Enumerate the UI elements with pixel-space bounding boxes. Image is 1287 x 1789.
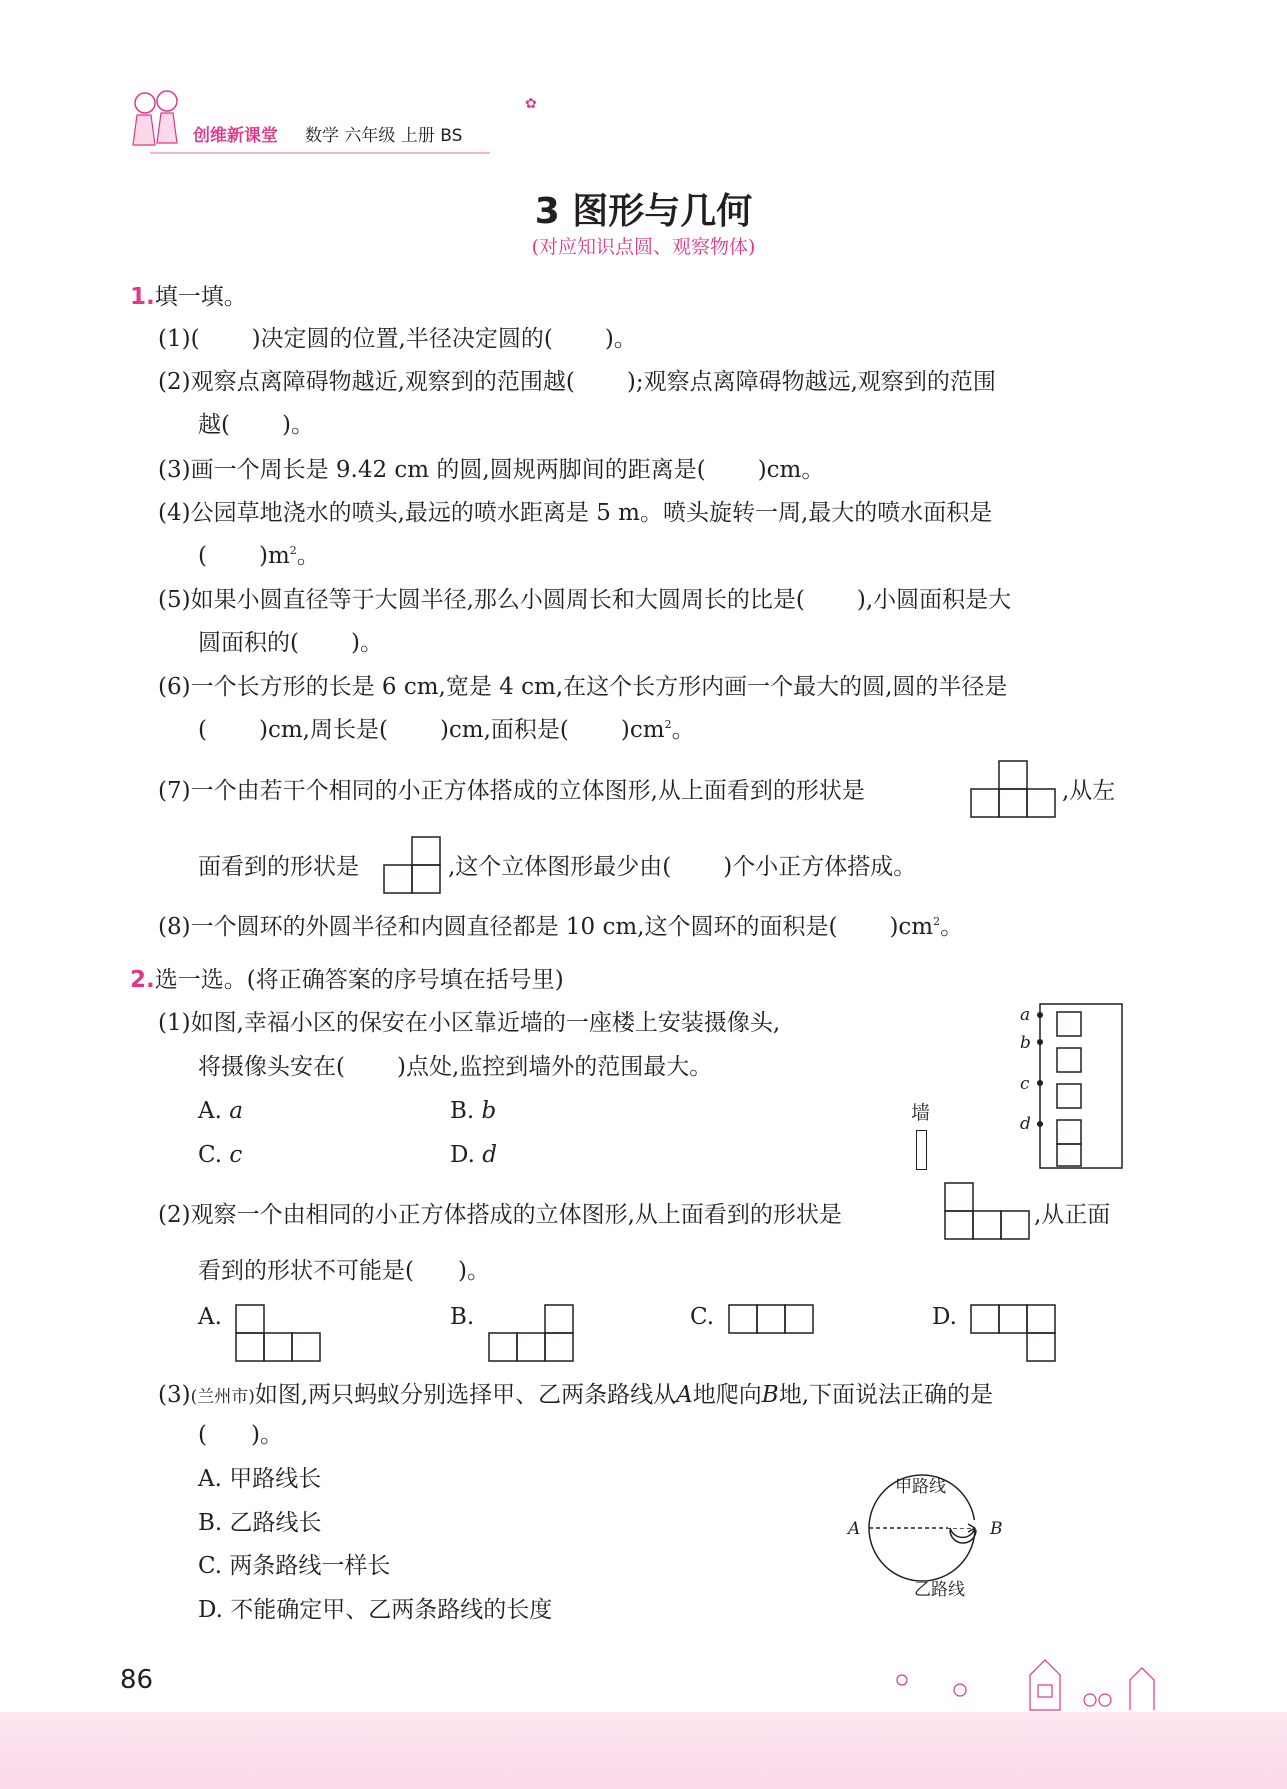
q2-3-option-d[interactable]: D. 不能确定甲、乙两条路线的长度 [198, 1597, 553, 1623]
q2-3-line2 [198, 1420, 283, 1450]
q2-3-option-a[interactable]: A. 甲路线长 [198, 1466, 322, 1492]
q1-7-line1a: (7)一个由若干个相同的小正方体搭成的立体图形,从上面看到的形状是 [158, 778, 865, 804]
q1-7-line1b: ,从左 [1062, 778, 1116, 804]
q1-2-part-b: );观察点离障碍物越远,观察到的范围 [626, 369, 996, 395]
q2-3-part-b: 地爬向 [692, 1382, 762, 1408]
q2-2-part-a: 看到的形状不可能是( [198, 1258, 414, 1284]
q1-8-sup: 2 [933, 915, 941, 928]
q1-3-part-a: (3)画一个周长是 9.42 cm 的圆,圆规两脚间的距离是( [158, 457, 706, 483]
route-1-label: 甲路线 [895, 1477, 946, 1497]
q2-3-part-c: 地,下面说法正确的是 [778, 1382, 994, 1408]
q2-3-line1 [158, 1380, 993, 1412]
q1-3-part-b: )cm。 [757, 457, 825, 483]
q2-1-option-b[interactable]: B. b [450, 1098, 497, 1124]
q1-3 [158, 455, 824, 485]
q1-2-line1 [158, 367, 996, 397]
q1-5-part-c: 圆面积的( [198, 630, 299, 656]
q1-1-part-b: )决定圆的位置,半径决定圆的( [251, 326, 553, 352]
q2-2-option-d-figure[interactable] [970, 1304, 1060, 1364]
q2-3-source: (兰州市) [190, 1387, 255, 1407]
q2-1-part-a: 将摄像头安在( [198, 1054, 345, 1080]
kids-logo-icon [125, 85, 185, 155]
q1-6-part-d: )cm [620, 717, 665, 743]
point-a-label: a [1020, 1005, 1031, 1025]
q1-7-part-b: ,这个立体图形最少由( [448, 854, 672, 880]
q1-4-part-c: 。 [296, 543, 320, 569]
q1-6-part-e: 。 [671, 717, 695, 743]
q2-3-part-e: )。 [250, 1422, 283, 1448]
section-1-number: 1. [130, 284, 155, 310]
q1-1 [158, 324, 637, 354]
q2-2-line1a: (2)观察一个由相同的小正方体搭成的立体图形,从上面看到的形状是 [158, 1202, 842, 1228]
q2-3-option-c[interactable]: C. 两条路线一样长 [198, 1553, 391, 1579]
q1-1-part-c: )。 [604, 326, 637, 352]
q2-1-building-figure [1010, 998, 1150, 1173]
section-1-title: 填一填。 [154, 284, 247, 310]
q1-5-part-d: )。 [350, 630, 383, 656]
header-illustration [125, 85, 185, 155]
q1-6-line1: (6)一个长方形的长是 6 cm,宽是 4 cm,在这个长方形内画一个最大的圆,圆的半径是 [158, 674, 1008, 700]
q1-5-part-a: (5)如果小圆直径等于大圆半径,那么小圆周长和大圆周长的比是( [158, 587, 805, 613]
castle-decoration-icon [880, 1650, 1180, 1715]
q2-2-line2 [198, 1256, 490, 1286]
q1-4-sup: 2 [289, 544, 297, 557]
section-2-heading [130, 965, 564, 995]
q1-7-part-c: )个小正方体搭成。 [723, 854, 917, 880]
book-info: 数学 六年级 上册 BS [305, 126, 463, 146]
q2-2-option-c-label[interactable]: C. [690, 1304, 715, 1330]
q2-3-option-b[interactable]: B. 乙路线长 [198, 1510, 322, 1536]
q2-1-line1: (1)如图,幸福小区的保安在小区靠近墙的一座楼上安装摄像头, [158, 1010, 781, 1036]
footer-band [0, 1712, 1287, 1789]
q2-3-part-a: 如图,两只蚂蚁分别选择甲、乙两条路线从 [254, 1382, 677, 1408]
wall-label: 墙 [911, 1102, 931, 1124]
point-c-label: c [1020, 1074, 1030, 1094]
q1-8 [158, 912, 963, 942]
q2-2-option-b-label[interactable]: B. [450, 1304, 475, 1330]
q1-4-part-b: )m [258, 543, 290, 569]
q1-7-line2-rest [448, 852, 916, 882]
route-2-label: 乙路线 [914, 1580, 965, 1598]
q2-1-option-c[interactable]: C. c [198, 1142, 243, 1168]
q1-1-part-a: (1)( [158, 326, 200, 352]
q1-2-part-a: (2)观察点离障碍物越近,观察到的范围越( [158, 369, 575, 395]
q1-6-sup: 2 [664, 718, 672, 731]
q1-4-part-a: ( [198, 543, 207, 569]
q2-3-number: (3) [158, 1382, 191, 1408]
q1-8-part-b: )cm [889, 914, 934, 940]
q1-2-line2 [198, 410, 314, 440]
q2-3-part-d: ( [198, 1422, 207, 1448]
q1-5-line2 [198, 628, 383, 658]
q1-2-part-d: )。 [281, 412, 314, 438]
q2-2-option-a-figure[interactable] [235, 1304, 325, 1364]
figure-point-b: B [990, 1519, 1003, 1539]
q1-6-part-c: )cm,面积是( [439, 717, 569, 743]
q2-1-option-a[interactable]: A. a [198, 1098, 243, 1124]
q1-5-part-b: ),小圆面积是大 [856, 587, 1012, 613]
q1-6-line2 [198, 715, 695, 745]
q2-1-line2 [198, 1052, 712, 1082]
q1-8-part-c: 。 [940, 914, 964, 940]
q1-7-left-view-figure [383, 836, 443, 894]
page-subtitle: (对应知识点圆、观察物体) [531, 236, 756, 258]
q1-6-part-b: )cm,周长是( [258, 717, 388, 743]
section-2-title: 选一选。(将正确答案的序号填在括号里) [154, 967, 564, 993]
q2-3-route-figure [840, 1468, 1020, 1598]
q1-4-line1: (4)公园草地浇水的喷头,最远的喷水距离是 5 m。喷头旋转一周,最大的喷水面积是 [158, 500, 993, 526]
q2-2-line1b: ,从正面 [1034, 1202, 1111, 1228]
q2-3-point-a: A [676, 1382, 693, 1408]
q2-2-option-d-label[interactable]: D. [932, 1304, 957, 1330]
q2-1-option-d[interactable]: D. d [450, 1142, 497, 1168]
section-2-number: 2. [130, 967, 155, 993]
point-b-label: b [1020, 1033, 1031, 1053]
q1-5-line1 [158, 585, 1011, 615]
brand-title: 创维新课堂 [193, 126, 278, 146]
q2-2-option-b-figure[interactable] [488, 1304, 578, 1364]
q2-2-option-c-figure[interactable] [728, 1304, 818, 1336]
q1-6-part-a: ( [198, 717, 207, 743]
q2-2-top-view-figure [944, 1182, 1034, 1242]
point-d-label: d [1020, 1114, 1031, 1134]
q2-3-point-b: B [761, 1382, 779, 1408]
q2-1-part-b: )点处,监控到墙外的范围最大。 [396, 1054, 713, 1080]
q1-7-line2a: 面看到的形状是 [198, 854, 359, 880]
page-number: 86 [120, 1665, 154, 1695]
header-divider [150, 152, 490, 154]
q1-7-top-view-figure [970, 760, 1058, 818]
q1-4-line2 [198, 541, 320, 571]
section-1-heading [130, 282, 247, 312]
q2-2-part-b: )。 [457, 1258, 490, 1284]
q2-2-option-a-label[interactable]: A. [198, 1304, 222, 1330]
figure-point-a: A [848, 1519, 861, 1539]
flower-decoration-icon: ✿ [525, 96, 537, 112]
q1-8-part-a: (8)一个圆环的外圆半径和内圆直径都是 10 cm,这个圆环的面积是( [158, 914, 838, 940]
wall-shape [916, 1130, 927, 1170]
page-title: 3 图形与几何 [534, 191, 753, 232]
q1-2-part-c: 越( [198, 412, 230, 438]
